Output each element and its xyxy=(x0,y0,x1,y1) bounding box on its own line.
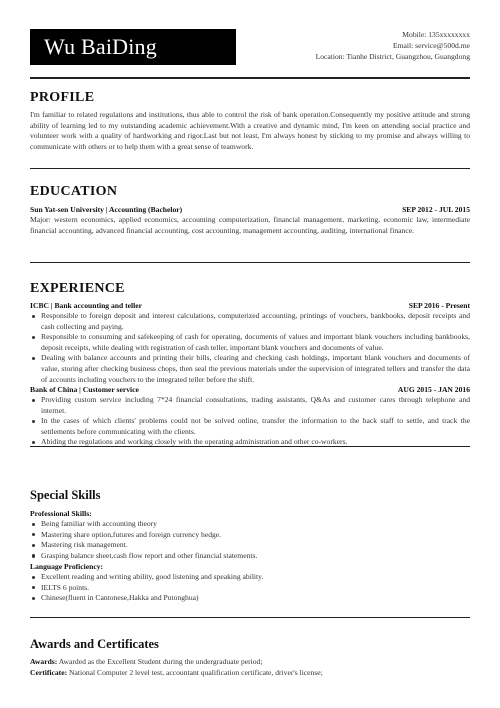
list-item: Dealing with balance accounts and printing their bills, clearing and checking cash holdings, important blank vouchers and documents of value, storing after checking business chops, then seal the previous materials under the supervision of integrated tellers and transfer the data of accounts including vouchers to the integrated teller before the shift. xyxy=(30,353,470,385)
header-divider xyxy=(30,77,470,79)
job-bullets xyxy=(30,311,470,385)
certificate-text: National Computer 2 level test, accountant qualification certificate, driver's license; xyxy=(67,668,323,677)
experience-divider xyxy=(30,446,470,447)
skills-divider xyxy=(30,617,470,618)
contact-info xyxy=(316,29,470,62)
list-item: Being familiar with accounting theory xyxy=(30,519,470,530)
experience-heading: EXPERIENCE xyxy=(30,281,125,296)
list-item: IELTS 6 points. xyxy=(30,583,470,594)
list-item: Responsible to consuming and safekeeping of cash for operating, documents of values and important blank vouchers including bankbooks, deposit receipts, while dealing with registration of cash teller, important blank vouchers and documents of value. xyxy=(30,332,470,353)
list-item: Chinese(fluent in Cantonese,Hakka and Putonghua) xyxy=(30,593,470,604)
job-company: Bank of China | Customer service xyxy=(30,385,139,394)
list-item: Abiding the regulations and working closely with the operating administration and other co-workers. xyxy=(30,437,470,448)
language-label: Language Proficiency: xyxy=(30,562,104,571)
profile-heading: PROFILE xyxy=(30,90,95,105)
job-dates: SEP 2016 - Present xyxy=(408,301,470,310)
awards-text: Awarded as the Excellent Student during the undergraduate period; xyxy=(57,657,263,666)
language-list xyxy=(30,572,470,604)
education-divider xyxy=(30,262,470,263)
professional-skills-list xyxy=(30,519,470,561)
candidate-name: Wu BaiDing xyxy=(30,29,236,65)
awards-label: Awards: xyxy=(30,657,58,666)
profile-divider xyxy=(30,168,470,169)
job-row xyxy=(30,385,470,395)
list-item: Excellent reading and writing ability, good listening and speaking ability. xyxy=(30,572,470,583)
location: Location: Tianhe District, Guangzhou, Guangdong xyxy=(315,52,470,61)
education-row xyxy=(30,205,470,215)
list-item: In the cases of which clients' problems could not be solved online, transfer the information to the back staff to settle, and track the settlements before communicating with the clients. xyxy=(30,416,470,437)
list-item: Mastering share option,futures and foreign currency hedge. xyxy=(30,530,470,541)
list-item: Grasping balance sheet,cash flow report and other financial statements. xyxy=(30,551,470,562)
certificate-label: Certificate: xyxy=(30,668,68,677)
education-major: Major: western economics, applied economics, accounting computerization, financial management, marketing, economic law, intermediate financial accounting, advanced financial accounting, cost accounting, management accounting, auditing, international finance. xyxy=(30,215,470,235)
job-company: ICBC | Bank accounting and teller xyxy=(30,301,143,310)
job-dates: AUG 2015 - JAN 2016 xyxy=(397,385,470,394)
job-bullets xyxy=(30,395,470,448)
awards-heading: Awards and Certificates xyxy=(30,637,159,651)
professional-skills-label: Professional Skills: xyxy=(30,509,92,518)
list-item: Mastering risk management. xyxy=(30,540,470,551)
awards-line xyxy=(30,657,470,668)
education-dates: SEP 2012 - JUL 2015 xyxy=(402,205,470,214)
mobile: Mobile: 135xxxxxxxx xyxy=(402,30,470,39)
education-school: Sun Yat-sen University | Accounting (Bachelor) xyxy=(30,205,183,214)
profile-text: I'm familiar to related regulations and institutions, thus able to control the risk of bank operation.Consequently my positive attitude and strong ability of learning led to my outstanding academic achievement.With a creative and dynamic mind, I'm keen on attending social practice and volunteer work with a quality of hardworking and rigor.Last but not least, I'm always honest by sticking to my promise and always willing to communicate with others or to help them with a great sense of teamwork. xyxy=(30,110,470,151)
certificate-line xyxy=(30,668,470,679)
skills-heading: Special Skills xyxy=(30,488,101,502)
list-item: Providing custom service including 7*24 financial consultations, trading assistants, Q&As and customer cares through telephone and internet. xyxy=(30,395,470,416)
email: Email: service@500d.me xyxy=(392,41,470,50)
job-row xyxy=(30,301,470,311)
education-heading: EDUCATION xyxy=(30,184,118,199)
list-item: Responsible to foreign deposit and interest calculations, computerized accounting, printings of vouchers, bankbooks, deposit receipts and cash collecting and paying. xyxy=(30,311,470,332)
